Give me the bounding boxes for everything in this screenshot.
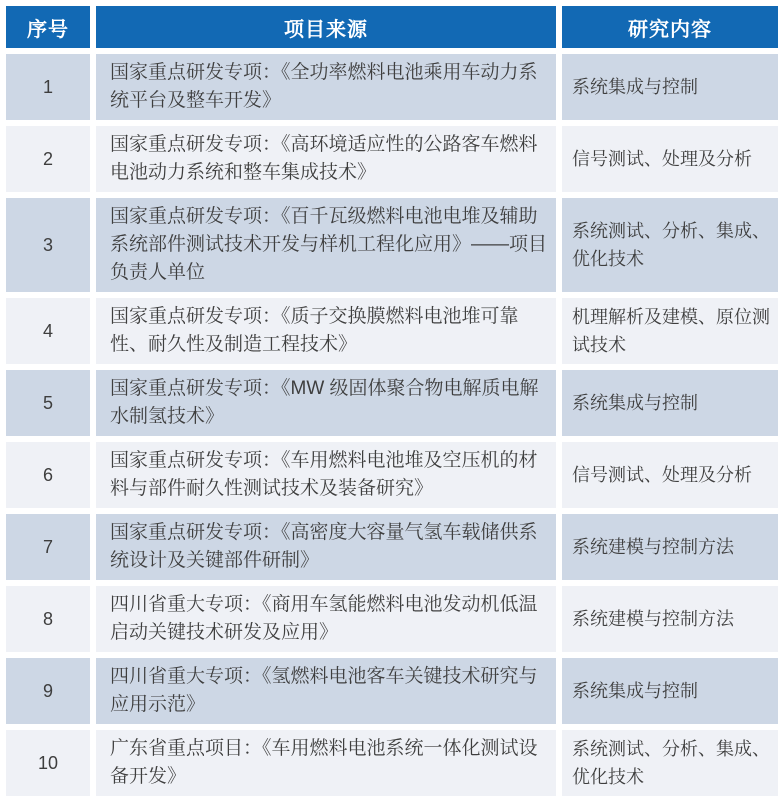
row-number-cell: 3 <box>6 198 90 292</box>
research-content-cell: 系统测试、分析、集成、优化技术 <box>562 730 778 796</box>
project-source-cell: 国家重点研发专项：《MW 级固体聚合物电解质电解水制氢技术》 <box>96 370 556 436</box>
table-row <box>6 298 778 364</box>
row-number-cell: 6 <box>6 442 90 508</box>
col-header-index: 序号 <box>6 6 90 48</box>
col-header-research-content: 研究内容 <box>562 6 778 48</box>
research-content-cell: 系统集成与控制 <box>562 370 778 436</box>
research-content-cell: 系统集成与控制 <box>562 54 778 120</box>
row-number-cell: 9 <box>6 658 90 724</box>
project-source-cell: 四川省重大专项：《氢燃料电池客车关键技术研究与应用示范》 <box>96 658 556 724</box>
research-content-cell: 信号测试、处理及分析 <box>562 442 778 508</box>
header-row <box>6 6 778 48</box>
project-source-cell: 国家重点研发专项：《高密度大容量气氢车载储供系统设计及关键部件研制》 <box>96 514 556 580</box>
project-source-cell: 四川省重大专项：《商用车氢能燃料电池发动机低温启动关键技术研发及应用》 <box>96 586 556 652</box>
project-source-cell: 国家重点研发专项：《质子交换膜燃料电池堆可靠性、耐久性及制造工程技术》 <box>96 298 556 364</box>
col-header-project-source: 项目来源 <box>96 6 556 48</box>
table-row <box>6 126 778 192</box>
row-number-cell: 7 <box>6 514 90 580</box>
row-number-cell: 5 <box>6 370 90 436</box>
row-number-cell: 2 <box>6 126 90 192</box>
table-row <box>6 658 778 724</box>
project-source-cell: 国家重点研发专项：《高环境适应性的公路客车燃料电池动力系统和整车集成技术》 <box>96 126 556 192</box>
research-content-cell: 机理解析及建模、原位测试技术 <box>562 298 778 364</box>
table-row <box>6 370 778 436</box>
project-source-cell: 广东省重点项目：《车用燃料电池系统一体化测试设备开发》 <box>96 730 556 796</box>
table-row <box>6 730 778 796</box>
row-number-cell: 10 <box>6 730 90 796</box>
project-source-cell: 国家重点研发专项：《车用燃料电池堆及空压机的材料与部件耐久性测试技术及装备研究》 <box>96 442 556 508</box>
research-content-cell: 信号测试、处理及分析 <box>562 126 778 192</box>
research-content-cell: 系统测试、分析、集成、优化技术 <box>562 198 778 292</box>
research-content-cell: 系统集成与控制 <box>562 658 778 724</box>
table-row <box>6 198 778 292</box>
row-number-cell: 8 <box>6 586 90 652</box>
row-number-cell: 4 <box>6 298 90 364</box>
table-row <box>6 442 778 508</box>
table-row <box>6 586 778 652</box>
research-content-cell: 系统建模与控制方法 <box>562 514 778 580</box>
research-content-cell: 系统建模与控制方法 <box>562 586 778 652</box>
table-row <box>6 514 778 580</box>
project-source-cell: 国家重点研发专项：《百千瓦级燃料电池电堆及辅助系统部件测试技术开发与样机工程化应用》——项目负责人单位 <box>96 198 556 292</box>
row-number-cell: 1 <box>6 54 90 120</box>
project-source-cell: 国家重点研发专项：《全功率燃料电池乘用车动力系统平台及整车开发》 <box>96 54 556 120</box>
table-row <box>6 54 778 120</box>
